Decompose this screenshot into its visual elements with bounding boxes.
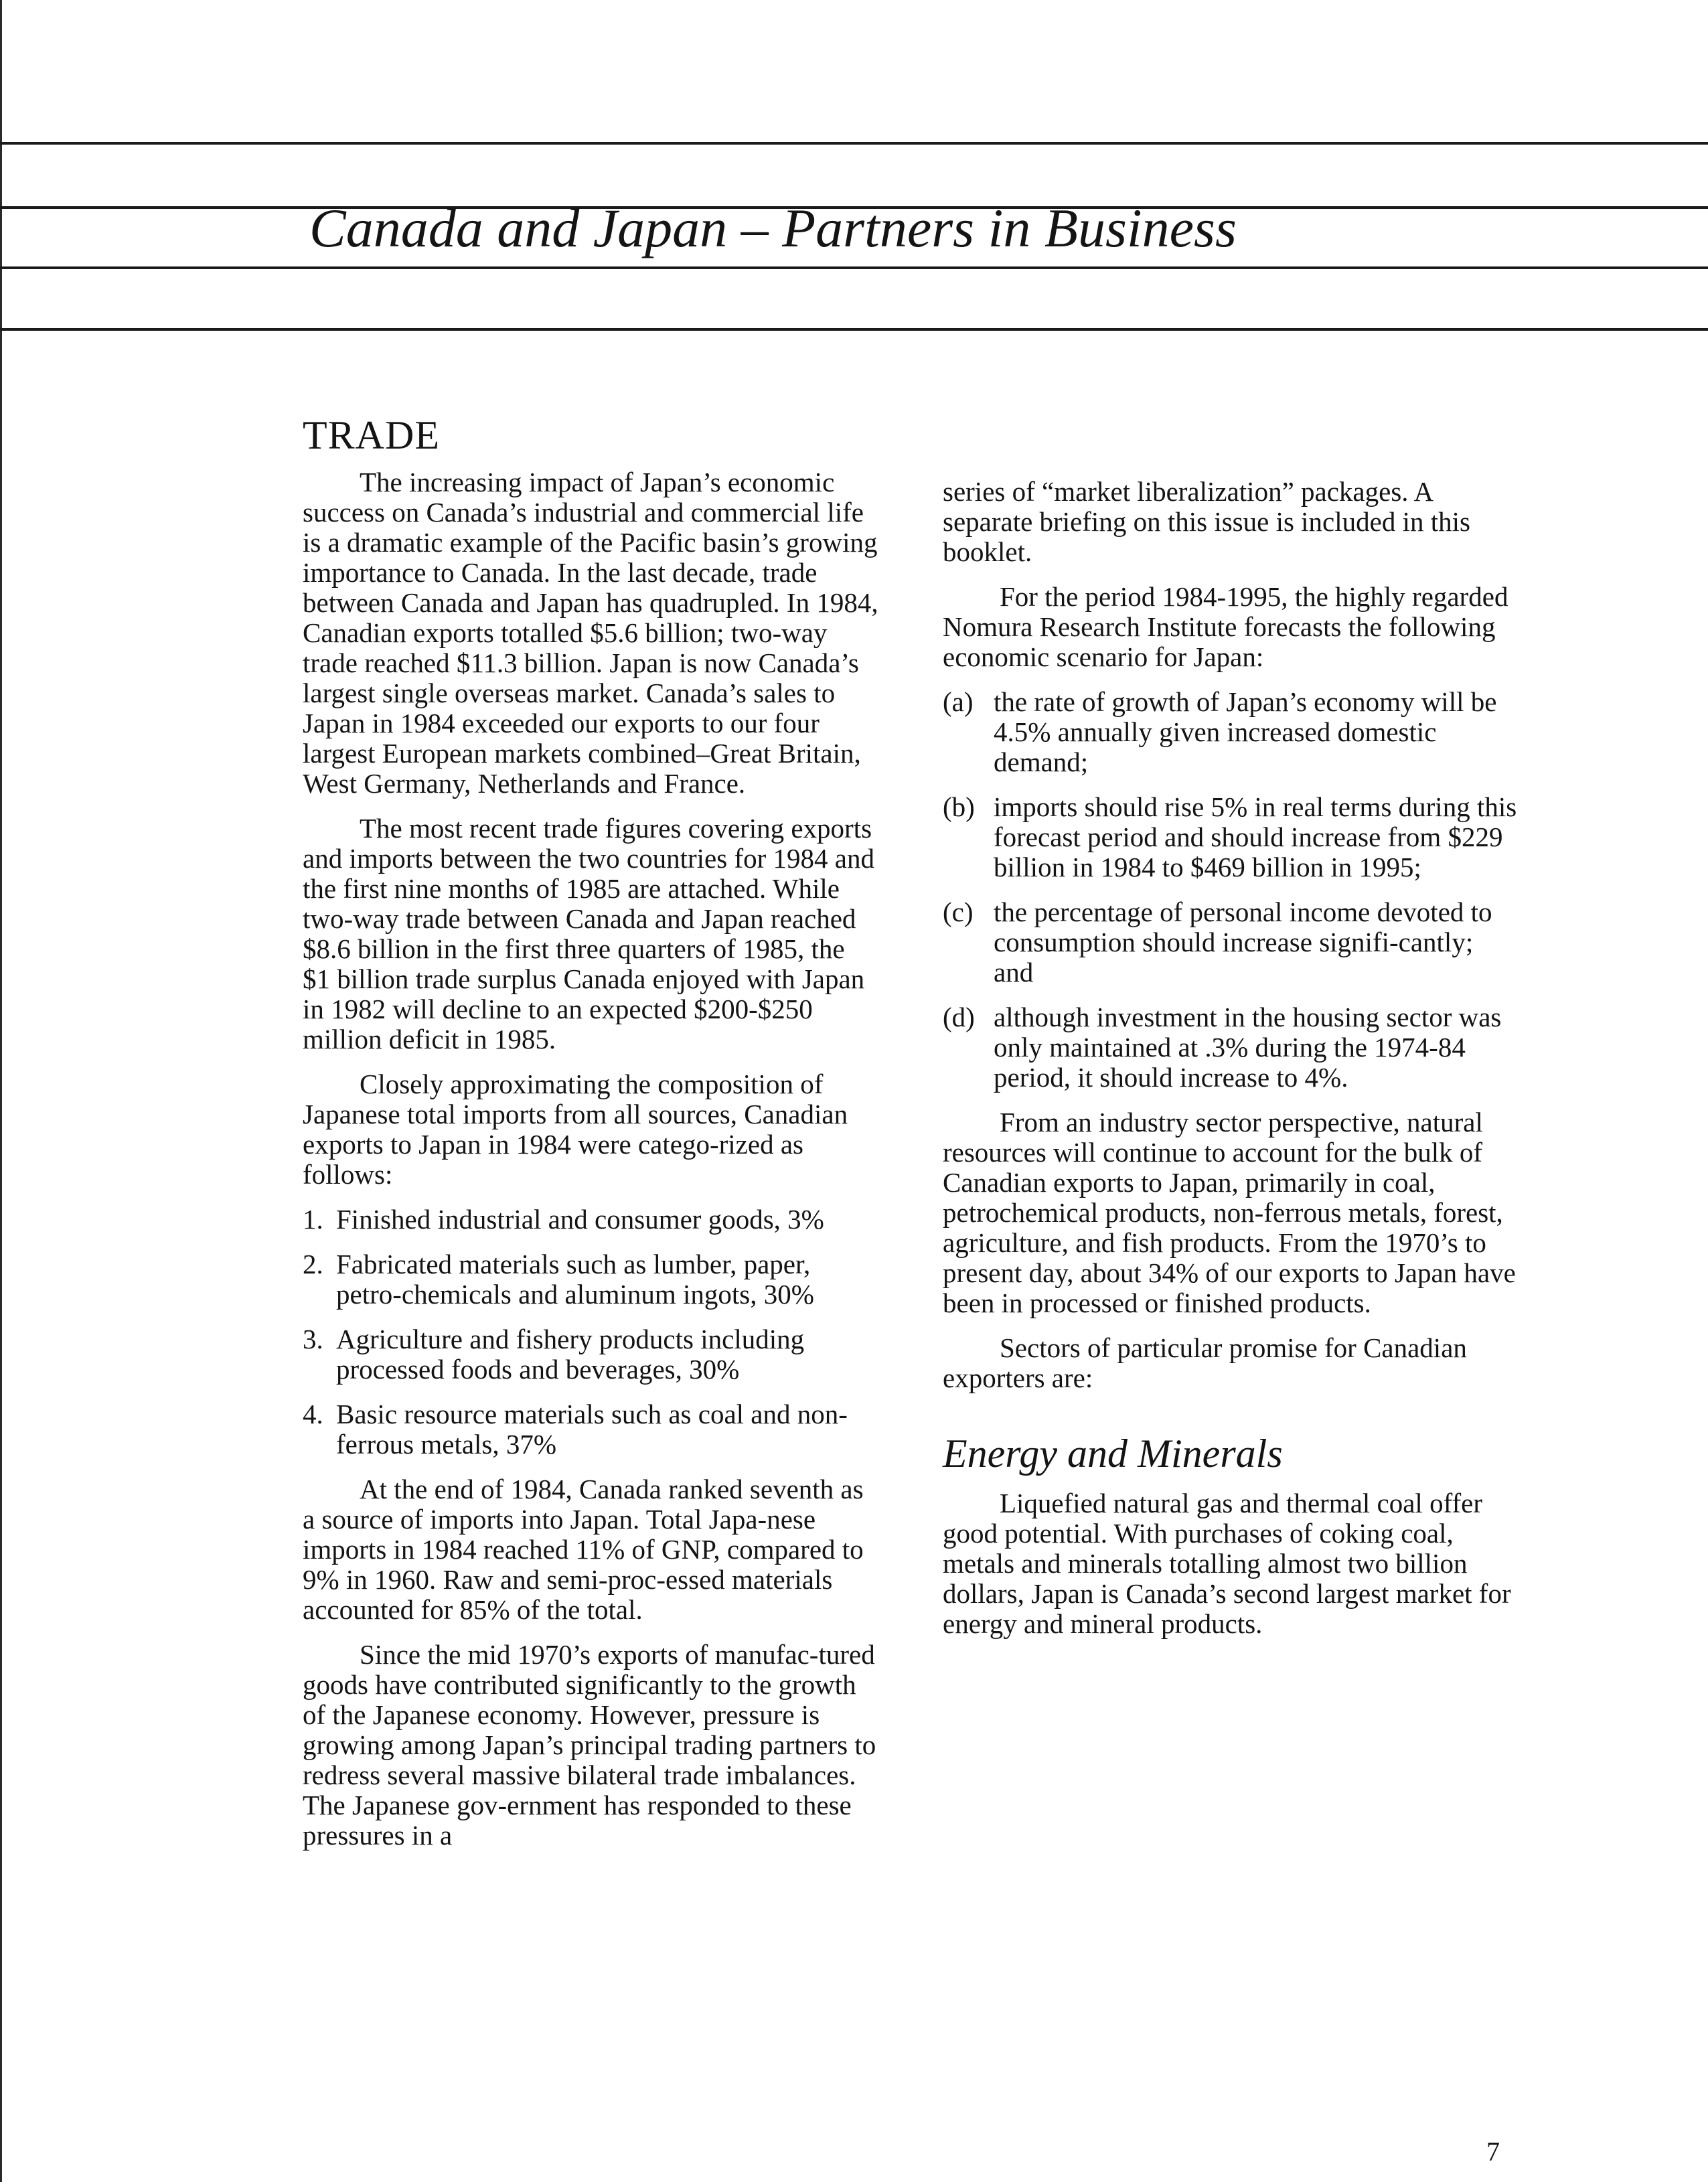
section-heading-trade: TRADE xyxy=(303,413,440,457)
list-marker: 2. xyxy=(303,1249,323,1279)
list-marker: 3. xyxy=(303,1324,323,1354)
list-item-text: although investment in the housing sector was only maintained at .3% during the 1974-84 period, it should increase to 4%. xyxy=(994,1002,1502,1093)
paragraph: Sectors of particular promise for Canadian exporters are: xyxy=(943,1332,1467,1393)
list-item xyxy=(303,1204,878,1235)
list-item-text: Basic resource materials such as coal and non-ferrous metals, 37% xyxy=(336,1399,848,1460)
list-item xyxy=(943,687,1519,777)
header-rule-3 xyxy=(0,266,1708,269)
paragraph: Closely approximating the composition of Japanese total imports from all sources, Canadian exports to Japan in 1984 were catego-rized as follows: xyxy=(303,1069,848,1190)
paragraph: For the period 1984-1995, the highly regarded Nomura Research Institute forecasts the following economic scenario for Japan: xyxy=(943,581,1508,672)
list-marker: 4. xyxy=(303,1399,323,1429)
header-rule-1 xyxy=(0,142,1708,145)
page-title: Canada and Japan – Partners in Business xyxy=(309,198,1237,258)
list-marker: 1. xyxy=(303,1204,323,1235)
paragraph: The most recent trade figures covering exports and imports between the two countries for 1984 and the first nine months of 1985 are attached. While two-way trade between Canada and Japan reached $8.6 billion in the first three quarters of 1985, the $1 billion trade surplus Canada enjoyed with Japan in 1982 will decline to an expected $200-$250 million deficit in 1985. xyxy=(303,813,874,1055)
list-item-text: Agriculture and fishery products including processed foods and beverages, 30% xyxy=(336,1324,805,1385)
header-rule-4 xyxy=(0,328,1708,331)
list-item xyxy=(943,897,1519,988)
list-item xyxy=(303,1399,878,1460)
paragraph: Since the mid 1970’s exports of manufac-tured goods have contributed significantly to the growth of the Japanese economy. However, pressure is growing among Japan’s principal trading partners to redress several massive bilateral trade imbalances. The Japanese gov-ernment has responded to these pressures in a xyxy=(303,1639,876,1851)
list-item xyxy=(943,792,1519,882)
left-column xyxy=(303,415,878,1865)
paragraph: At the end of 1984, Canada ranked seventh as a source of imports into Japan. Total Japa-nese imports in 1984 reached 11% of GNP, compared to 9% in 1960. Raw and semi-proc-essed materials accounted for 85% of the total. xyxy=(303,1474,864,1625)
forecast-list xyxy=(943,687,1519,1093)
list-marker: (a) xyxy=(943,686,974,717)
list-marker: (b) xyxy=(943,791,975,822)
section-heading-energy-minerals: Energy and Minerals xyxy=(943,1431,1283,1476)
list-item-text: the percentage of personal income devoted to consumption should increase signifi-cantly; and xyxy=(994,897,1492,988)
list-marker: (d) xyxy=(943,1002,975,1032)
left-margin-line xyxy=(0,0,2,2182)
page-number: 7 xyxy=(1486,2136,1500,2167)
list-item xyxy=(943,1002,1519,1093)
paragraph: Liquefied natural gas and thermal coal offer good potential. With purchases of coking coal, metals and minerals totalling almost two billion dollars, Japan is Canada’s second largest market for energy and mineral products. xyxy=(943,1488,1511,1639)
list-item-text: imports should rise 5% in real terms during this forecast period and should increase from $229 billion in 1984 to $469 billion in 1995; xyxy=(994,791,1517,882)
paragraph: The increasing impact of Japan’s economic success on Canada’s industrial and commercial life is a dramatic example of the Pacific basin’s growing importance to Canada. In the last decade, trade between Canada and Japan has quadrupled. In 1984, Canadian exports totalled $5.6 billion; two-way trade reached $11.3 billion. Japan is now Canada’s largest single overseas market. Canada’s sales to Japan in 1984 exceeded our exports to our four largest European markets combined–Great Britain, West Germany, Netherlands and France. xyxy=(303,467,878,799)
right-column xyxy=(943,477,1519,1654)
list-item-text: Fabricated materials such as lumber, paper, petro-chemicals and aluminum ingots, 30% xyxy=(336,1249,814,1310)
export-categories-list xyxy=(303,1204,878,1460)
list-marker: (c) xyxy=(943,897,974,927)
list-item xyxy=(303,1324,878,1385)
list-item xyxy=(303,1249,878,1310)
paragraph: From an industry sector perspective, natural resources will continue to account for the bulk of Canadian exports to Japan, primarily in coal, petrochemical products, non-ferrous metals, forest, agriculture, and fish products. From the 1970’s to present day, about 34% of our exports to Japan have been in processed or finished products. xyxy=(943,1107,1516,1318)
paragraph-continuation: series of “market liberalization” packages. A separate briefing on this issue is included in this booklet. xyxy=(943,476,1470,567)
list-item-text: Finished industrial and consumer goods, 3% xyxy=(336,1204,824,1235)
list-item-text: the rate of growth of Japan’s economy will be 4.5% annually given increased domestic demand; xyxy=(994,686,1497,777)
